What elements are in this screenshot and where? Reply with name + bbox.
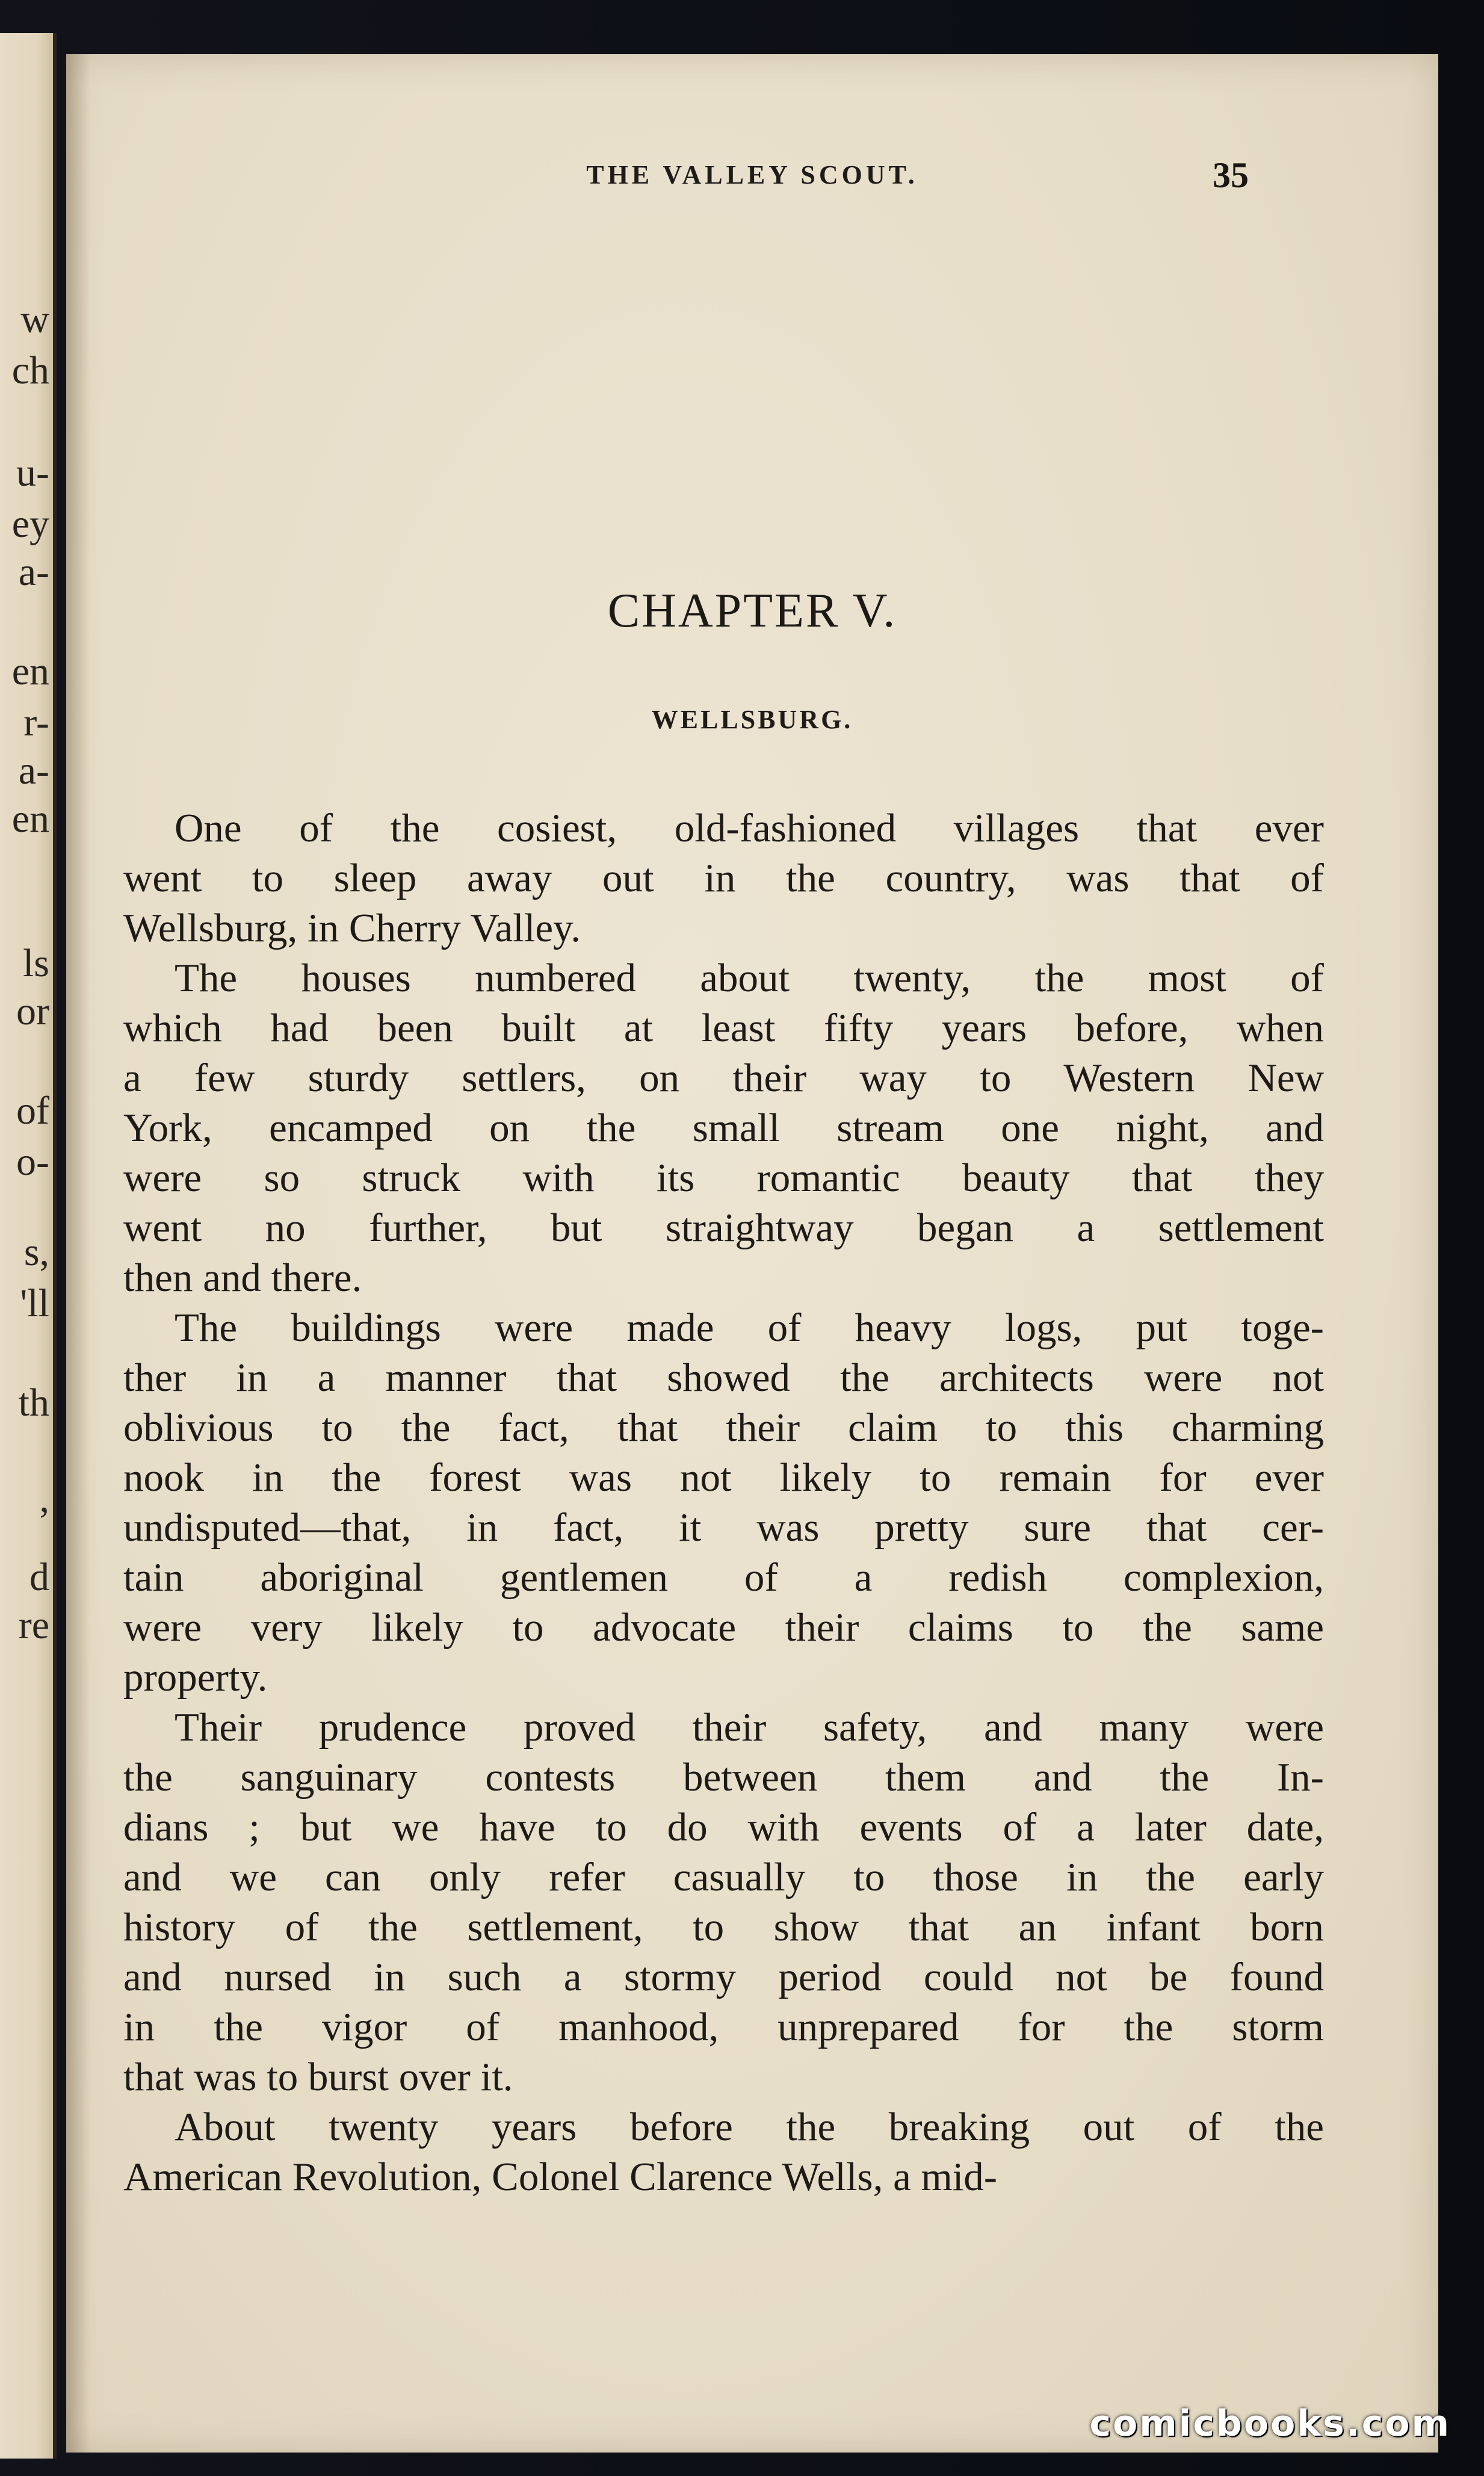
previous-page-fragment: ey (11, 502, 49, 546)
text-line: and nursed in such a stormy period could not be found (123, 1955, 1324, 1999)
watermark: comicbooks.com (1089, 2403, 1451, 2445)
text-line: The houses numbered about twenty, the most of (175, 956, 1324, 1000)
text-line: dians ; but we have to do with events of a later date, (123, 1805, 1324, 1849)
text-line: The buildings were made of heavy logs, put toge- (175, 1305, 1324, 1350)
previous-page-fragment: , (39, 1477, 49, 1521)
paragraph (123, 1303, 1324, 1703)
running-title: THE VALLEY SCOUT. (586, 160, 918, 190)
text-line: American Revolution, Colonel Clarence Wells, a mid- (123, 2155, 998, 2199)
text-line: that was to burst over it. (123, 2055, 513, 2099)
previous-page-fragment: en (11, 797, 49, 841)
previous-page-fragment: th (18, 1381, 49, 1425)
previous-page-fragment: a- (18, 550, 49, 594)
text-line: were so struck with its romantic beauty that they (123, 1156, 1324, 1200)
body-text (123, 803, 1324, 2202)
text-line: were very likely to advocate their claims to the same (123, 1605, 1324, 1650)
previous-page-fragment: d (29, 1555, 49, 1599)
text-line: tain aboriginal gentlemen of a redish complexion, (123, 1555, 1324, 1600)
text-line: oblivious to the fact, that their claim to this charming (123, 1405, 1324, 1450)
text-line: undisputed—that, in fact, it was pretty sure that cer- (123, 1505, 1324, 1550)
page-number: 35 (1213, 155, 1249, 195)
previous-page-fragment: a- (18, 749, 49, 793)
previous-page-fragment: re (18, 1603, 49, 1647)
text-line: property. (123, 1655, 268, 1700)
previous-page-fragment: r- (23, 701, 49, 744)
text-line: Their prudence proved their safety, and many were (175, 1705, 1324, 1750)
previous-page-fragment: u- (16, 451, 49, 495)
previous-page-fragment: s, (23, 1230, 49, 1274)
text-line: One of the cosiest, old-fashioned villages that ever (175, 806, 1324, 850)
previous-page-fragment: 'll (20, 1281, 49, 1325)
text-line: Wellsburg, in Cherry Valley. (123, 906, 581, 950)
text-line: and we can only refer casually to those in the early (123, 1855, 1324, 1899)
previous-page-fragment: o- (16, 1140, 49, 1184)
paragraph (123, 953, 1324, 1303)
previous-page-fragment: w (20, 297, 49, 341)
previous-page-fragment: or (16, 989, 49, 1033)
text-line: which had been built at least fifty years before, when (123, 1006, 1324, 1050)
text-line: About twenty years before the breaking out of the (175, 2105, 1324, 2149)
text-line: the sanguinary contests between them and the In- (123, 1755, 1324, 1800)
text-line: in the vigor of manhood, unprepared for the storm (123, 2005, 1324, 2049)
previous-page-fragment: ls (22, 941, 49, 985)
paragraph (123, 2102, 1324, 2202)
previous-page-fragment: of (16, 1089, 49, 1133)
chapter-subtitle: WELLSBURG. (651, 705, 853, 734)
text-line: a few sturdy settlers, on their way to Western New (123, 1056, 1324, 1100)
previous-page-fragment: ch (11, 348, 49, 392)
chapter-heading: CHAPTER V. (607, 584, 897, 637)
previous-page-fragment: en (11, 649, 49, 693)
text-line: nook in the forest was not likely to remain for ever (123, 1455, 1324, 1500)
text-line: went no further, but straightway began a settlement (123, 1206, 1324, 1250)
text-line: ther in a manner that showed the architects were not (123, 1355, 1324, 1400)
text-line: then and there. (123, 1255, 362, 1300)
paragraph (123, 1703, 1324, 2102)
previous-page-edge (0, 33, 57, 2459)
page-spine-shadow (66, 54, 90, 2453)
text-line: York, encamped on the small stream one night, and (123, 1106, 1324, 1150)
text-line: history of the settlement, to show that an infant born (123, 1905, 1324, 1949)
paragraph (123, 803, 1324, 953)
running-head (66, 147, 1438, 202)
text-line: went to sleep away out in the country, was that of (123, 856, 1324, 900)
book-page (66, 54, 1438, 2453)
